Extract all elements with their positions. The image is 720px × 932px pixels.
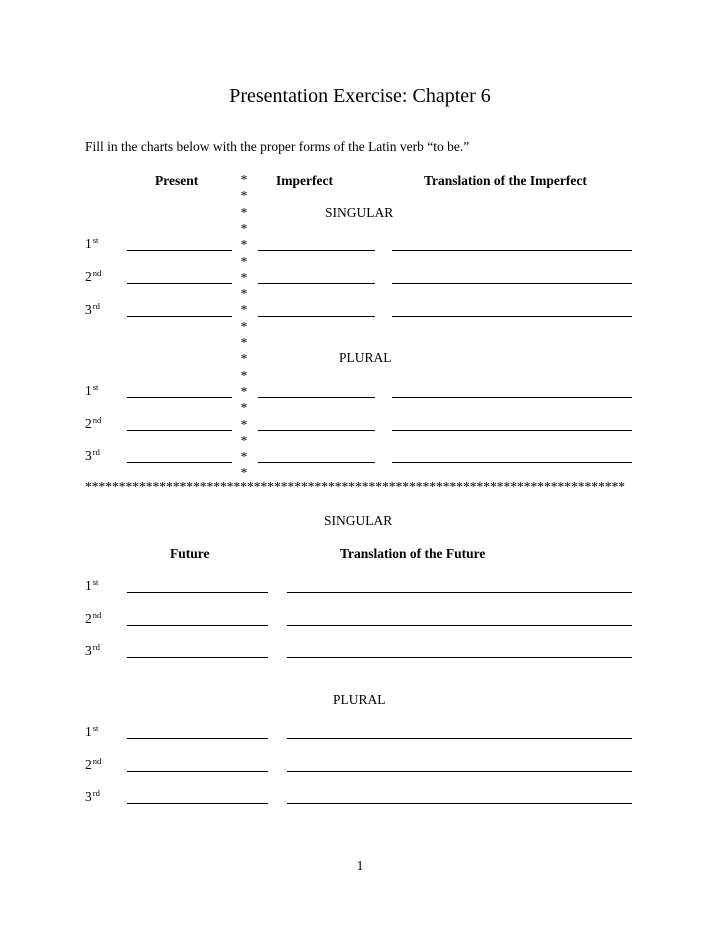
separator-asterisk: * [240, 204, 248, 220]
blank-translation-pl-3[interactable] [392, 462, 632, 463]
blank-present-pl-1[interactable] [127, 397, 232, 398]
blank-present-pl-2[interactable] [127, 430, 232, 431]
blank-translation-future-pl-1[interactable] [287, 738, 632, 739]
person-label-3rd: 3rd [85, 642, 100, 658]
separator-asterisk: * [240, 302, 248, 318]
blank-present-sg-1[interactable] [127, 250, 232, 251]
section-singular-1: SINGULAR [325, 205, 394, 220]
person-label-1st: 1st [85, 235, 99, 251]
blank-translation-pl-2[interactable] [392, 430, 632, 431]
blank-translation-future-sg-2[interactable] [287, 625, 632, 626]
header-translation-imperfect: Translation of the Imperfect [424, 173, 587, 188]
blank-translation-future-sg-1[interactable] [287, 592, 632, 593]
blank-imperfect-pl-1[interactable] [258, 397, 375, 398]
blank-translation-sg-3[interactable] [392, 316, 632, 317]
separator-asterisk: * [240, 237, 248, 253]
person-label-2nd: 2nd [85, 756, 102, 772]
header-future: Future [170, 546, 210, 561]
blank-future-pl-3[interactable] [127, 803, 268, 804]
page-title: Presentation Exercise: Chapter 6 [229, 85, 491, 107]
blank-translation-sg-2[interactable] [392, 283, 632, 284]
blank-imperfect-sg-2[interactable] [258, 283, 375, 284]
section-plural-1: PLURAL [339, 350, 392, 365]
separator-asterisk: * [240, 432, 248, 448]
blank-future-pl-2[interactable] [127, 771, 268, 772]
blank-translation-future-sg-3[interactable] [287, 657, 632, 658]
person-label-1st: 1st [85, 723, 99, 739]
separator-asterisk: * [240, 367, 248, 383]
header-imperfect: Imperfect [276, 173, 333, 188]
separator-asterisk: * [240, 188, 248, 204]
blank-imperfect-sg-1[interactable] [258, 250, 375, 251]
person-label-1st: 1st [85, 577, 99, 593]
asterisk-divider: ******************************************************************************** [85, 479, 625, 494]
separator-asterisk: * [240, 172, 248, 187]
separator-asterisk: * [240, 449, 248, 465]
separator-asterisk: * [240, 220, 248, 236]
blank-imperfect-pl-3[interactable] [258, 462, 375, 463]
blank-translation-future-pl-3[interactable] [287, 803, 632, 804]
blank-imperfect-sg-3[interactable] [258, 316, 375, 317]
blank-future-sg-2[interactable] [127, 625, 268, 626]
person-label-3rd: 3rd [85, 447, 100, 463]
blank-translation-sg-1[interactable] [392, 250, 632, 251]
separator-asterisk: * [240, 269, 248, 285]
blank-future-sg-3[interactable] [127, 657, 268, 658]
header-present: Present [155, 173, 199, 188]
person-label-2nd: 2nd [85, 268, 102, 284]
person-label-2nd: 2nd [85, 610, 102, 626]
section-singular-2: SINGULAR [324, 513, 393, 528]
blank-translation-pl-1[interactable] [392, 397, 632, 398]
separator-asterisk: * [240, 318, 248, 334]
blank-future-pl-1[interactable] [127, 738, 268, 739]
separator-asterisk: * [240, 465, 248, 481]
section-plural-2: PLURAL [333, 692, 386, 707]
page-number: 1 [356, 858, 364, 873]
person-label-3rd: 3rd [85, 788, 100, 804]
person-label-3rd: 3rd [85, 301, 100, 317]
blank-translation-future-pl-2[interactable] [287, 771, 632, 772]
separator-asterisk: * [240, 351, 248, 367]
separator-asterisk: * [240, 253, 248, 269]
separator-asterisk: * [240, 335, 248, 350]
blank-present-sg-3[interactable] [127, 316, 232, 317]
person-label-2nd: 2nd [85, 415, 102, 431]
separator-asterisk: * [240, 383, 248, 399]
blank-present-pl-3[interactable] [127, 462, 232, 463]
instructions: Fill in the charts below with the proper forms of the Latin verb “to be.” [85, 139, 470, 154]
separator-asterisk: * [240, 400, 248, 416]
blank-present-sg-2[interactable] [127, 283, 232, 284]
blank-imperfect-pl-2[interactable] [258, 430, 375, 431]
separator-asterisk: * [240, 416, 248, 432]
blank-future-sg-1[interactable] [127, 592, 268, 593]
person-label-1st: 1st [85, 382, 99, 398]
header-translation-future: Translation of the Future [340, 546, 486, 561]
separator-asterisk: * [240, 286, 248, 302]
